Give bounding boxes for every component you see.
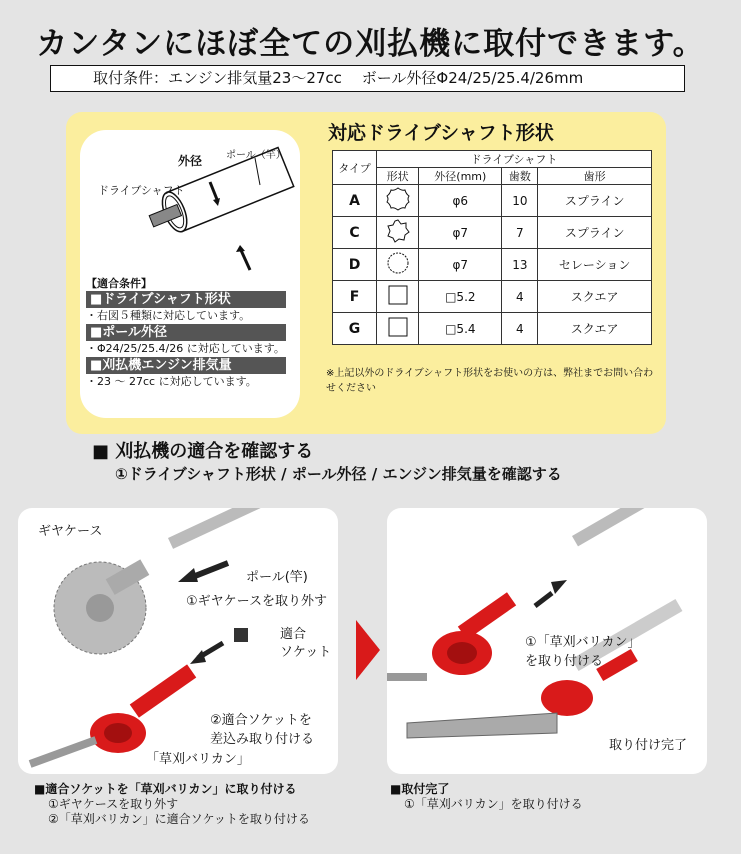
step1-label-left: ①ギヤケースを取り外す — [186, 594, 328, 609]
col-shape: 形状 — [377, 168, 419, 185]
col-teeth: 歯数 — [502, 168, 538, 185]
row-teeth: 10 — [502, 185, 538, 217]
row-diameter: φ6 — [419, 185, 502, 217]
table-title: 対応ドライブシャフト形状 — [328, 122, 554, 144]
outer-diameter-label: 外径 — [178, 154, 203, 168]
row-type: G — [333, 313, 377, 345]
shaft-spec-table — [332, 150, 652, 345]
table-note: ※上記以外のドライブシャフト形状をお使いの方は、弊社までお問い合わせください — [326, 368, 654, 394]
table-row — [333, 249, 652, 281]
row-type: F — [333, 281, 377, 313]
pole-label-left: ポール(竿) — [246, 570, 308, 585]
fit-text-pole: ・Φ24/25/25.4/26 に対応しています。 — [86, 342, 285, 355]
row-teeth: 4 — [502, 313, 538, 345]
row-teeth: 7 — [502, 217, 538, 249]
step1-label-right: ①「草刈バリカン」 を取り付ける — [525, 635, 641, 669]
clipper-label: 「草刈バリカン」 — [146, 752, 250, 767]
row-tooth-form: スクエア — [538, 281, 652, 313]
caption-left-heading: ■適合ソケットを「草刈バリカン」に取り付ける — [34, 782, 297, 796]
caption-left-line1: ①ギヤケースを取り外す — [48, 797, 179, 811]
spline-7-icon — [377, 217, 419, 249]
fit-conditions — [86, 275, 286, 390]
fit-text-shaft: ・右図５種類に対応しています。 — [86, 309, 251, 322]
caption-right-heading: ■取付完了 — [390, 782, 450, 796]
caption-right — [390, 780, 583, 812]
table-row — [333, 313, 652, 345]
col-tooth-form: 歯形 — [538, 168, 652, 185]
step2-label-left: ②適合ソケットを 差込み取り付ける — [210, 713, 315, 747]
drive-shaft-label: ドライブシャフト — [98, 184, 185, 197]
row-type: C — [333, 217, 377, 249]
row-type: A — [333, 185, 377, 217]
illustration-card — [80, 130, 300, 418]
fit-text-engine: ・23 〜 27cc に対応しています。 — [86, 375, 257, 388]
col-type: タイプ — [333, 151, 377, 185]
row-tooth-form: セレーション — [538, 249, 652, 281]
done-label: 取り付け完了 — [609, 738, 688, 753]
pole-label: ポール（竿） — [226, 150, 286, 161]
row-diameter: □5.2 — [419, 281, 502, 313]
next-arrow-icon — [356, 620, 380, 680]
caption-right-line1: ①「草刈バリカン」を取り付ける — [404, 797, 583, 811]
headline: カンタンにほぼ全ての刈払機に取付できます。 — [36, 26, 705, 62]
square-icon — [377, 281, 419, 313]
fit-title-engine: ■刈払機エンジン排気量 — [86, 357, 286, 374]
table-row — [333, 281, 652, 313]
row-tooth-form: スプライン — [538, 185, 652, 217]
col-diameter: 外径(mm) — [419, 168, 502, 185]
table-row — [333, 185, 652, 217]
fit-title-shaft: ■ドライブシャフト形状 — [86, 291, 286, 308]
row-type: D — [333, 249, 377, 281]
spline-6-icon — [377, 185, 419, 217]
condition-box: 取付条件：エンジン排気量23〜27cc ボール外径Φ24/25/25.4/26mm — [50, 65, 685, 92]
row-diameter: □5.4 — [419, 313, 502, 345]
table-row — [333, 217, 652, 249]
gear-case-label: ギヤケース — [38, 524, 103, 539]
col-group: ドライブシャフト — [377, 151, 652, 168]
install-panel-left — [18, 508, 338, 774]
caption-left-line2: ②「草刈バリカン」に適合ソケットを取り付ける — [48, 812, 310, 826]
serration-7-icon — [377, 249, 419, 281]
row-teeth: 13 — [502, 249, 538, 281]
install-panel-right — [387, 508, 707, 774]
row-teeth: 4 — [502, 281, 538, 313]
step-title: ■ 刈払機の適合を確認する — [92, 441, 314, 462]
row-diameter: φ7 — [419, 249, 502, 281]
row-tooth-form: スプライン — [538, 217, 652, 249]
fit-heading: 【適合条件】 — [86, 277, 152, 290]
fit-title-pole: ■ポール外径 — [86, 324, 286, 341]
step-subtitle: ①ドライブシャフト形状 / ポール外径 / エンジン排気量を確認する — [115, 465, 562, 483]
row-diameter: φ7 — [419, 217, 502, 249]
square-icon — [377, 313, 419, 345]
row-tooth-form: スクエア — [538, 313, 652, 345]
socket-label: 適合 ソケット — [280, 627, 332, 660]
caption-left — [34, 780, 310, 827]
